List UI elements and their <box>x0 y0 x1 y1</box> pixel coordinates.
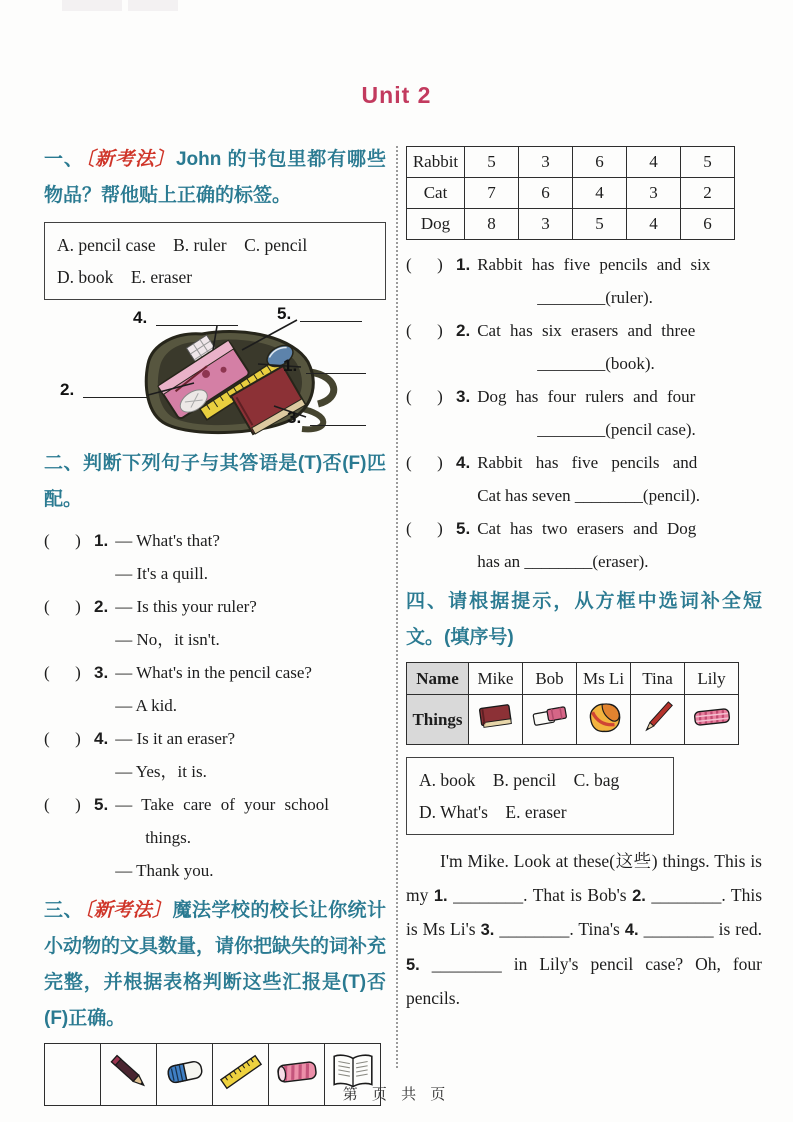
cell-value: 4 <box>573 178 627 209</box>
cell-value: 6 <box>519 178 573 209</box>
tf-item <box>44 722 386 788</box>
animals-stationery-table <box>406 146 735 240</box>
tf-item <box>44 788 386 887</box>
options-line: D. book E. eraser <box>57 267 193 287</box>
section3-number: 三、 <box>44 900 83 921</box>
answer-line: — Yes，it is. <box>115 762 207 781</box>
figure-label-2: 2. <box>60 380 75 399</box>
section4-number: 四、 <box>406 591 449 612</box>
page-title: Unit 2 <box>361 82 432 108</box>
answer-bracket: ( ) <box>406 453 443 472</box>
tf-statement <box>406 446 762 512</box>
statement-blank-line: ________(book). <box>537 354 655 373</box>
section4-heading <box>406 584 762 656</box>
left-column <box>44 142 386 1106</box>
column-divider <box>396 146 398 1068</box>
statement-blank-line: ________(ruler). <box>537 288 653 307</box>
cell-value: 7 <box>465 178 519 209</box>
right-column <box>406 142 762 1016</box>
tf-item <box>44 524 386 590</box>
statement-line: Cat has seven ________(pencil). <box>477 486 701 505</box>
cell-value: 5 <box>573 209 627 240</box>
section1-instructions: John 的书包里都有哪些物品？帮他贴上正确的标签。 <box>44 149 386 206</box>
table-row <box>407 695 739 745</box>
statement-line: Cat has six erasers and three <box>477 321 696 340</box>
item-number: 3. <box>94 663 109 682</box>
figure-label-1: 1. <box>283 356 298 375</box>
figure-blank-4 <box>156 312 238 326</box>
item-number: 1. <box>94 531 109 550</box>
scan-artifact <box>128 0 178 11</box>
statement-line: Dog has four rulers and four <box>477 387 696 406</box>
eraser-icon <box>523 695 577 745</box>
question-line: — Take care of your school <box>115 795 329 814</box>
question-line: — What's that? <box>115 531 220 550</box>
backpack-figure <box>44 304 394 440</box>
figure-label-5: 5. <box>277 304 292 323</box>
table-row <box>407 663 739 695</box>
answer-bracket: ( ) <box>406 255 443 274</box>
cell-value: 5 <box>681 147 735 178</box>
cell-value: 6 <box>573 147 627 178</box>
answer-bracket: ( ) <box>406 321 443 340</box>
cell-value: 6 <box>681 209 735 240</box>
passage-text: ________. That is Bob's <box>447 884 633 905</box>
answer-bracket: ( ) <box>44 597 81 616</box>
answer-line: — Thank you. <box>115 861 214 880</box>
item-number: 5. <box>94 795 109 814</box>
answer-line: — A kid. <box>115 696 178 715</box>
statement-blank-line: ________(pencil case). <box>537 420 696 439</box>
passage-text: ________. Tina's <box>494 919 625 939</box>
answer-bracket: ( ) <box>44 531 81 550</box>
blank-number: 4. <box>624 921 639 939</box>
section4-word-box <box>406 757 674 835</box>
answer-bracket: ( ) <box>44 729 81 748</box>
item-number: 1. <box>456 255 471 274</box>
cell-value: 3 <box>519 209 573 240</box>
tf-statement <box>406 380 762 446</box>
figure-blank-3 <box>310 412 366 426</box>
statement-line: Rabbit has five pencils and <box>477 453 698 472</box>
pencil-case-icon <box>685 695 739 745</box>
cell-value: 4 <box>627 209 681 240</box>
tf-statement <box>406 248 762 314</box>
item-number: 2. <box>456 321 471 340</box>
statement-line: Cat has two erasers and Dog <box>477 519 697 538</box>
passage-text: ________ in Lily's pencil case? Oh, four pencils. <box>406 953 762 1008</box>
question-line: — What's in the pencil case? <box>115 663 312 682</box>
answer-bracket: ( ) <box>44 663 81 682</box>
question-line: — Is this your ruler? <box>115 597 257 616</box>
cell-value: 3 <box>519 147 573 178</box>
new-method-tag: 〔新考法〕 <box>83 900 172 921</box>
scan-artifact <box>62 0 122 11</box>
name-cell: Tina <box>631 663 685 695</box>
figure-blank-1 <box>306 360 366 374</box>
cell-value: 5 <box>465 147 519 178</box>
row-label: Dog <box>407 209 465 240</box>
question-line-cont: things. <box>145 828 191 847</box>
tf-item <box>44 590 386 656</box>
answer-bracket: ( ) <box>44 795 81 814</box>
table-row <box>407 209 735 240</box>
item-number: 4. <box>456 453 471 472</box>
answer-bracket: ( ) <box>406 387 443 406</box>
cell-value: 2 <box>681 178 735 209</box>
tf-statement <box>406 512 762 578</box>
statement-line: Rabbit has five pencils and six <box>477 255 711 274</box>
answer-line: — It's a quill. <box>115 564 208 583</box>
figure-blank-2 <box>83 384 147 398</box>
name-cell: Lily <box>685 663 739 695</box>
row-label: Cat <box>407 178 465 209</box>
item-number: 4. <box>94 729 109 748</box>
figure-label-3: 3. <box>287 408 302 427</box>
section3-heading <box>44 893 386 1037</box>
table-row <box>407 178 735 209</box>
section2-items <box>44 524 386 887</box>
new-method-tag: 〔新考法〕 <box>84 149 175 170</box>
passage-text: I'm Mike. Look at these(这些) things. This is my <box>406 851 762 905</box>
answer-bracket: ( ) <box>406 519 443 538</box>
blank-number: 2. <box>632 886 646 905</box>
section3-instructions: 魔法学校的校长让你统计小动物的文具数量，请你把缺失的词补充完整，并根据表格判断这些汇报是(T)否(F)正确。 <box>44 900 387 1029</box>
row-label: Rabbit <box>407 147 465 178</box>
section3-questions <box>406 248 762 578</box>
name-cell: Bob <box>523 663 577 695</box>
things-header-cell: Things <box>407 695 469 745</box>
answer-line: — No，it isn't. <box>115 630 220 649</box>
section1-number: 一、 <box>44 149 84 170</box>
table-row <box>407 147 735 178</box>
pencil-icon <box>631 695 685 745</box>
book-icon <box>469 695 523 745</box>
blank-number: 1. <box>433 886 448 905</box>
cell-value: 4 <box>627 147 681 178</box>
cell-value: 3 <box>627 178 681 209</box>
tf-item <box>44 656 386 722</box>
statement-line: has an ________(eraser). <box>477 552 649 571</box>
name-things-table <box>406 662 739 745</box>
question-line: — Is it an eraser? <box>115 729 236 748</box>
figure-label-4: 4. <box>133 308 148 327</box>
bag-icon <box>577 695 631 745</box>
name-cell: Mike <box>469 663 523 695</box>
figure-blank-5 <box>300 308 362 322</box>
item-number: 3. <box>456 387 471 406</box>
item-number: 5. <box>456 519 471 538</box>
blank-number: 5. <box>406 955 420 974</box>
section2-heading: 二、判断下列句子与其答语是(T)否(F)匹配。 <box>44 453 386 510</box>
page-footer: 第 页 共 页 <box>342 1086 451 1103</box>
name-cell: Ms Li <box>577 663 631 695</box>
word-box-line: A. book B. pencil C. bag <box>419 770 620 790</box>
tf-statement <box>406 314 762 380</box>
section1-heading <box>44 142 386 214</box>
section1-options-box <box>44 222 386 300</box>
cloze-passage <box>406 845 762 1016</box>
word-box-line: D. What's E. eraser <box>419 802 567 822</box>
blank-number: 3. <box>480 921 495 939</box>
name-header-cell: Name <box>407 663 469 695</box>
section4-instructions: 请根据提示，从方框中选词补全短文。(填序号) <box>406 591 762 648</box>
passage-text: ________. This is Ms Li's <box>406 884 763 939</box>
passage-text: ________ is red. <box>638 919 762 939</box>
cell-value: 8 <box>465 209 519 240</box>
item-number: 2. <box>94 597 109 616</box>
options-line: A. pencil case B. ruler C. pencil <box>57 235 308 255</box>
